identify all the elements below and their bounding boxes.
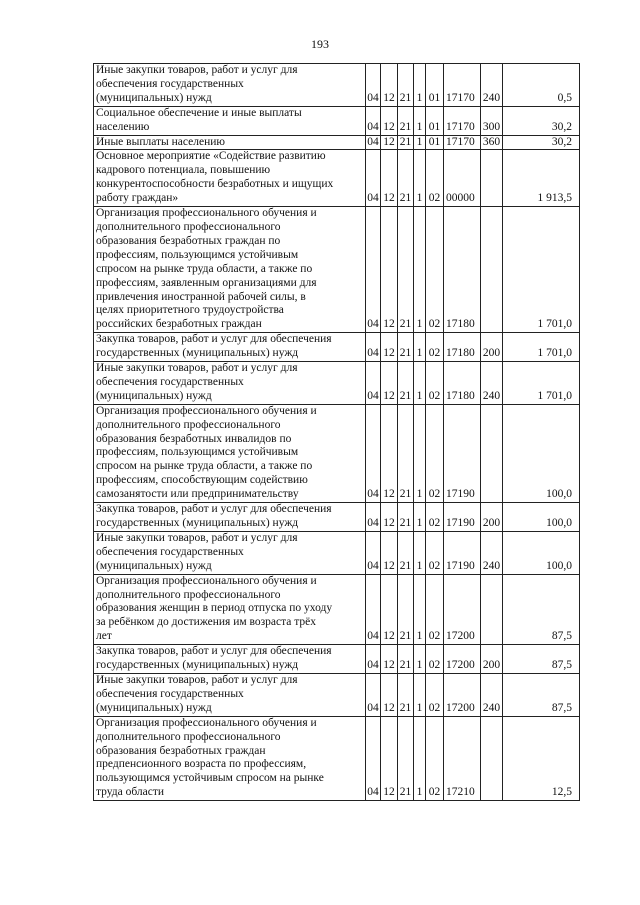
expense-type-cell <box>481 404 503 502</box>
item-name-line: целях приоритетного трудоустройства <box>96 304 284 317</box>
item-name-line: Закупка товаров, работ и услуг для обеспечения <box>96 503 332 516</box>
item-name-line: образования безработных инвалидов по <box>96 432 292 445</box>
item-name-line: профессиям, пользующимся устойчивым <box>96 248 299 261</box>
budget-table <box>93 63 580 801</box>
target-code-cell: 17170 <box>444 135 481 150</box>
subsection-code-cell: 12 <box>381 106 398 135</box>
item-name-line: профессиям, заявленным организациями для <box>96 276 317 289</box>
item-name-line: за ребёнком до достижения им возраста трёх <box>96 616 317 629</box>
subsection-code-cell: 12 <box>381 362 398 405</box>
table-row <box>94 531 580 574</box>
target-code-cell: 17210 <box>444 716 481 800</box>
subsection-code-cell: 12 <box>381 333 398 362</box>
table-row <box>94 574 580 645</box>
expense-type-cell <box>481 716 503 800</box>
section-code-cell: 04 <box>366 673 381 716</box>
amount-cell: 1 701,0 <box>503 207 580 333</box>
item-name-line: привлечения иностранной рабочей силы, в <box>96 290 306 303</box>
item-name-line: (муниципальных) нужд <box>96 389 212 402</box>
section-code-cell: 04 <box>366 503 381 532</box>
item-name-line: Закупка товаров, работ и услуг для обеспечения <box>96 333 332 346</box>
program-code-cell: 21 <box>398 362 414 405</box>
item-name-line: лет <box>96 630 112 643</box>
table-row <box>94 645 580 674</box>
subprogram-code-cell: 1 <box>414 716 426 800</box>
program-code-cell: 21 <box>398 503 414 532</box>
item-name-line: Организация профессионального обучения и <box>96 574 317 587</box>
item-name-line: государственных (муниципальных) нужд <box>96 347 299 360</box>
item-name-cell <box>94 673 366 716</box>
event-code-cell: 02 <box>426 716 444 800</box>
item-name-line: обеспечения государственных <box>96 687 244 700</box>
item-name-line: профессиям, пользующимся устойчивым <box>96 446 299 459</box>
event-code-cell: 02 <box>426 207 444 333</box>
program-code-cell: 21 <box>398 673 414 716</box>
target-code-cell: 17170 <box>444 106 481 135</box>
event-code-cell: 01 <box>426 135 444 150</box>
target-code-cell: 00000 <box>444 150 481 207</box>
program-code-cell: 21 <box>398 106 414 135</box>
item-name-line: российских безработных граждан <box>96 318 262 331</box>
program-code-cell: 21 <box>398 645 414 674</box>
event-code-cell: 02 <box>426 645 444 674</box>
item-name-line: образования женщин в период отпуска по уходу <box>96 602 333 615</box>
item-name-line: дополнительного профессионального <box>96 588 281 601</box>
expense-type-cell <box>481 207 503 333</box>
item-name-line: дополнительного профессионального <box>96 730 281 743</box>
target-code-cell: 17190 <box>444 531 481 574</box>
item-name-cell <box>94 574 366 645</box>
item-name-line: Иные закупки товаров, работ и услуг для <box>96 673 298 686</box>
amount-cell: 30,2 <box>503 106 580 135</box>
event-code-cell: 02 <box>426 404 444 502</box>
section-code-cell: 04 <box>366 362 381 405</box>
item-name-cell <box>94 645 366 674</box>
item-name-line: Закупка товаров, работ и услуг для обеспечения <box>96 645 332 658</box>
amount-cell: 87,5 <box>503 645 580 674</box>
subsection-code-cell: 12 <box>381 207 398 333</box>
program-code-cell: 21 <box>398 333 414 362</box>
subprogram-code-cell: 1 <box>414 135 426 150</box>
section-code-cell: 04 <box>366 135 381 150</box>
table-row <box>94 333 580 362</box>
expense-type-cell <box>481 574 503 645</box>
table-row <box>94 362 580 405</box>
amount-cell: 100,0 <box>503 531 580 574</box>
section-code-cell: 04 <box>366 106 381 135</box>
section-code-cell: 04 <box>366 150 381 207</box>
expense-type-cell: 240 <box>481 362 503 405</box>
item-name-cell <box>94 716 366 800</box>
expense-type-cell <box>481 150 503 207</box>
subprogram-code-cell: 1 <box>414 531 426 574</box>
subprogram-code-cell: 1 <box>414 404 426 502</box>
event-code-cell: 02 <box>426 150 444 207</box>
event-code-cell: 02 <box>426 333 444 362</box>
target-code-cell: 17180 <box>444 333 481 362</box>
amount-cell: 100,0 <box>503 404 580 502</box>
subprogram-code-cell: 1 <box>414 64 426 107</box>
expense-type-cell: 240 <box>481 531 503 574</box>
item-name-line: спросом на рынке труда области, а также по <box>96 460 313 473</box>
item-name-line: предпенсионного возраста по профессиям, <box>96 758 307 771</box>
item-name-cell <box>94 106 366 135</box>
section-code-cell: 04 <box>366 207 381 333</box>
item-name-line: кадрового потенциала, повышению <box>96 164 271 177</box>
section-code-cell: 04 <box>366 716 381 800</box>
section-code-cell: 04 <box>366 333 381 362</box>
subsection-code-cell: 12 <box>381 673 398 716</box>
item-name-line: Иные закупки товаров, работ и услуг для <box>96 64 298 76</box>
table-row <box>94 207 580 333</box>
amount-cell: 100,0 <box>503 503 580 532</box>
event-code-cell: 01 <box>426 64 444 107</box>
section-code-cell: 04 <box>366 404 381 502</box>
event-code-cell: 02 <box>426 531 444 574</box>
subprogram-code-cell: 1 <box>414 362 426 405</box>
item-name-cell <box>94 531 366 574</box>
item-name-line: образования безработных граждан по <box>96 234 281 247</box>
section-code-cell: 04 <box>366 645 381 674</box>
subprogram-code-cell: 1 <box>414 645 426 674</box>
table-row <box>94 716 580 800</box>
table-row <box>94 135 580 150</box>
item-name-cell <box>94 135 366 150</box>
item-name-line: профессиям, способствующим содействию <box>96 474 308 487</box>
subsection-code-cell: 12 <box>381 645 398 674</box>
event-code-cell: 01 <box>426 106 444 135</box>
item-name-line: обеспечения государственных <box>96 77 244 90</box>
program-code-cell: 21 <box>398 716 414 800</box>
item-name-line: обеспечения государственных <box>96 545 244 558</box>
subprogram-code-cell: 1 <box>414 503 426 532</box>
item-name-line: (муниципальных) нужд <box>96 91 212 104</box>
program-code-cell: 21 <box>398 574 414 645</box>
amount-cell: 1 913,5 <box>503 150 580 207</box>
subsection-code-cell: 12 <box>381 503 398 532</box>
table-row <box>94 503 580 532</box>
item-name-line: Организация профессионального обучения и <box>96 716 317 729</box>
amount-cell: 1 701,0 <box>503 333 580 362</box>
amount-cell: 30,2 <box>503 135 580 150</box>
target-code-cell: 17200 <box>444 574 481 645</box>
item-name-cell <box>94 150 366 207</box>
section-code-cell: 04 <box>366 64 381 107</box>
item-name-cell <box>94 207 366 333</box>
item-name-cell <box>94 362 366 405</box>
item-name-line: самозанятости или предпринимательству <box>96 488 299 501</box>
subsection-code-cell: 12 <box>381 716 398 800</box>
item-name-line: обеспечения государственных <box>96 375 244 388</box>
expense-type-cell: 200 <box>481 333 503 362</box>
subsection-code-cell: 12 <box>381 531 398 574</box>
target-code-cell: 17190 <box>444 503 481 532</box>
table-row <box>94 106 580 135</box>
item-name-line: Иные выплаты населению <box>96 135 225 148</box>
event-code-cell: 02 <box>426 362 444 405</box>
expense-type-cell: 240 <box>481 64 503 107</box>
expense-type-cell: 200 <box>481 503 503 532</box>
subprogram-code-cell: 1 <box>414 333 426 362</box>
subsection-code-cell: 12 <box>381 64 398 107</box>
subsection-code-cell: 12 <box>381 135 398 150</box>
table-row <box>94 673 580 716</box>
subprogram-code-cell: 1 <box>414 574 426 645</box>
expense-type-cell: 200 <box>481 645 503 674</box>
item-name-line: (муниципальных) нужд <box>96 701 212 714</box>
item-name-line: труда области <box>96 786 165 799</box>
item-name-line: Иные закупки товаров, работ и услуг для <box>96 531 298 544</box>
program-code-cell: 21 <box>398 207 414 333</box>
section-code-cell: 04 <box>366 574 381 645</box>
table-body <box>94 64 580 801</box>
item-name-line: Организация профессионального обучения и <box>96 207 317 220</box>
item-name-line: государственных (муниципальных) нужд <box>96 517 299 529</box>
program-code-cell: 21 <box>398 150 414 207</box>
item-name-line: Основное мероприятие «Содействие развитию <box>96 150 326 163</box>
item-name-cell <box>94 333 366 362</box>
program-code-cell: 21 <box>398 404 414 502</box>
item-name-line: конкурентоспособности безработных и ищущих <box>96 178 334 191</box>
item-name-cell <box>94 64 366 107</box>
item-name-line: государственных (муниципальных) нужд <box>96 659 299 672</box>
subprogram-code-cell: 1 <box>414 673 426 716</box>
item-name-line: Иные закупки товаров, работ и услуг для <box>96 362 298 375</box>
table-row <box>94 64 580 107</box>
target-code-cell: 17200 <box>444 645 481 674</box>
subprogram-code-cell: 1 <box>414 207 426 333</box>
event-code-cell: 02 <box>426 673 444 716</box>
table-row <box>94 150 580 207</box>
program-code-cell: 21 <box>398 531 414 574</box>
expense-type-cell: 240 <box>481 673 503 716</box>
target-code-cell: 17170 <box>444 64 481 107</box>
target-code-cell: 17190 <box>444 404 481 502</box>
item-name-cell <box>94 503 366 532</box>
program-code-cell: 21 <box>398 64 414 107</box>
subsection-code-cell: 12 <box>381 574 398 645</box>
amount-cell: 87,5 <box>503 673 580 716</box>
target-code-cell: 17180 <box>444 362 481 405</box>
item-name-line: (муниципальных) нужд <box>96 559 212 572</box>
expense-type-cell: 360 <box>481 135 503 150</box>
item-name-line: спросом на рынке труда области, а также по <box>96 262 313 275</box>
item-name-line: Организация профессионального обучения и <box>96 404 317 417</box>
program-code-cell: 21 <box>398 135 414 150</box>
item-name-line: дополнительного профессионального <box>96 418 281 431</box>
item-name-line: пользующимся устойчивым спросом на рынке <box>96 772 324 785</box>
amount-cell: 12,5 <box>503 716 580 800</box>
item-name-line: дополнительного профессионального <box>96 220 281 233</box>
item-name-line: Социальное обеспечение и иные выплаты <box>96 106 302 119</box>
page-number: 193 <box>311 37 329 51</box>
item-name-line: работу граждан» <box>96 192 179 205</box>
table-row <box>94 404 580 502</box>
subsection-code-cell: 12 <box>381 150 398 207</box>
amount-cell: 0,5 <box>503 64 580 107</box>
subprogram-code-cell: 1 <box>414 106 426 135</box>
expense-type-cell: 300 <box>481 106 503 135</box>
amount-cell: 87,5 <box>503 574 580 645</box>
item-name-cell <box>94 404 366 502</box>
target-code-cell: 17200 <box>444 673 481 716</box>
amount-cell: 1 701,0 <box>503 362 580 405</box>
section-code-cell: 04 <box>366 531 381 574</box>
subprogram-code-cell: 1 <box>414 150 426 207</box>
target-code-cell: 17180 <box>444 207 481 333</box>
subsection-code-cell: 12 <box>381 404 398 502</box>
event-code-cell: 02 <box>426 574 444 645</box>
event-code-cell: 02 <box>426 503 444 532</box>
item-name-line: населению <box>96 120 150 133</box>
item-name-line: образования безработных граждан <box>96 744 266 757</box>
